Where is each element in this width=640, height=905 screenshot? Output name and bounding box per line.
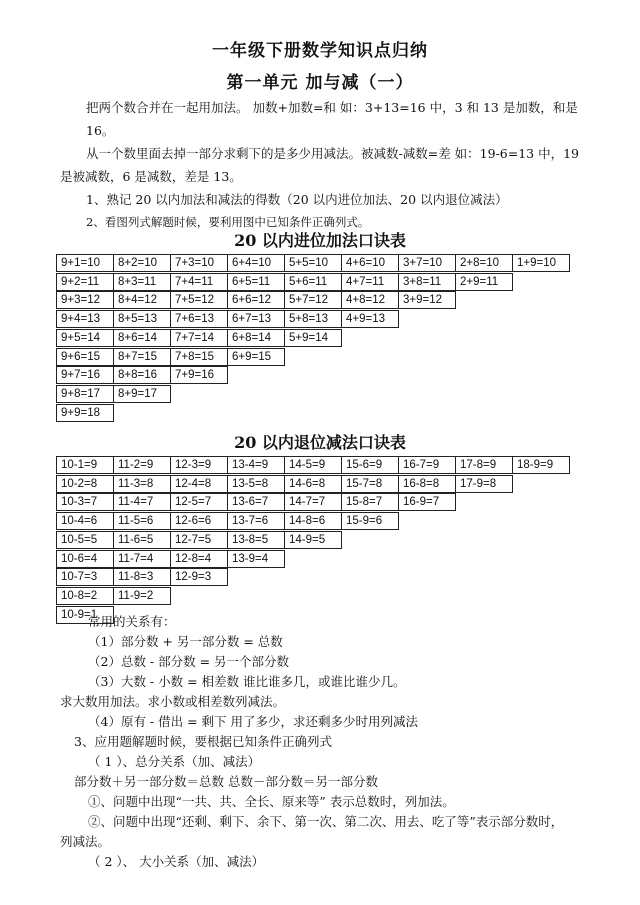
- subtraction-table-cell: 11-2=9: [113, 456, 171, 474]
- addition-table-cell: 9+6=15: [56, 348, 114, 366]
- subtraction-table-cell: 10-3=7: [56, 493, 114, 511]
- addition-table-cell: 2+8=10: [455, 254, 513, 272]
- subtraction-table-cell: 17-9=8: [455, 475, 513, 493]
- addition-table-cell: 4+6=10: [341, 254, 399, 272]
- subtraction-table-cell: 11-3=8: [113, 475, 171, 493]
- addition-table-title: 20 以内进位加法口诀表: [234, 231, 406, 250]
- subtraction-table-cell: 13-4=9: [227, 456, 285, 474]
- note-compare-heading: （ 2 ）、 大小关系（加、减法）: [88, 854, 265, 869]
- addition-table-cell: 9+4=13: [56, 310, 114, 328]
- subtraction-table-cell: 10-2=8: [56, 475, 114, 493]
- subtraction-table-cell: 17-8=9: [455, 456, 513, 474]
- addition-table-cell: 9+1=10: [56, 254, 114, 272]
- addition-table-cell: 6+7=13: [227, 310, 285, 328]
- addition-table-cell: 5+9=14: [284, 329, 342, 347]
- subtraction-table-cell: 10-8=2: [56, 587, 114, 605]
- addition-table-cell: 8+7=15: [113, 348, 171, 366]
- intro-paragraph-1: 把两个数合并在一起用加法。 加数+加数=和 如：3+13=16 中，3 和 13 是加数，和是 16。: [86, 100, 578, 138]
- notes-section: [60, 612, 590, 872]
- subtraction-table-cell: 11-7=4: [113, 550, 171, 568]
- subtraction-table-cell: 10-6=4: [56, 550, 114, 568]
- note-relation-4: （4）原有 - 借出 = 剩下 用了多少，求还剩多少时用列减法: [88, 714, 419, 729]
- addition-table-cell: 1+9=10: [512, 254, 570, 272]
- addition-table-cell: 4+9=13: [341, 310, 399, 328]
- subtraction-table-cell: 12-9=3: [170, 568, 228, 586]
- subtraction-table-cell: 10-7=3: [56, 568, 114, 586]
- addition-table-cell: 5+8=13: [284, 310, 342, 328]
- subtraction-table-cell: 16-7=9: [398, 456, 456, 474]
- addition-table-cell: 2+9=11: [455, 273, 513, 291]
- addition-table-cell: 9+8=17: [56, 385, 114, 403]
- subtraction-table-cell: 11-6=5: [113, 531, 171, 549]
- addition-table-cell: 9+2=11: [56, 273, 114, 291]
- subtraction-table-cell: 12-6=6: [170, 512, 228, 530]
- addition-table-cell: 8+6=14: [113, 329, 171, 347]
- note-relation-3: （3）大数 - 小数 = 相差数 谁比谁多几，或谁比谁少几。: [88, 674, 406, 689]
- note-total-part-formula: 部分数＋另一部分数＝总数 总数－部分数＝另一部分数: [74, 774, 378, 789]
- subtraction-table-cell: 14-7=7: [284, 493, 342, 511]
- addition-table-cell: 6+6=12: [227, 291, 285, 309]
- addition-table-cell: 9+7=16: [56, 366, 114, 384]
- addition-table-cell: 8+5=13: [113, 310, 171, 328]
- addition-table-cell: 8+8=16: [113, 366, 171, 384]
- subtraction-table-cell: 14-9=5: [284, 531, 342, 549]
- subtraction-table-cell: 13-7=6: [227, 512, 285, 530]
- subtraction-table-cell: 14-6=8: [284, 475, 342, 493]
- subtraction-table-cell: 13-8=5: [227, 531, 285, 549]
- addition-table-cell: 6+4=10: [227, 254, 285, 272]
- note-word-problems: 3、应用题解题时候，要根据已知条件正确列式: [74, 734, 332, 749]
- subtraction-table-cell: 13-9=4: [227, 550, 285, 568]
- addition-table-cell: 5+6=11: [284, 273, 342, 291]
- addition-table-cell: 3+8=11: [398, 273, 456, 291]
- subtraction-table-cell: 13-6=7: [227, 493, 285, 511]
- subtraction-table-cell: 16-8=8: [398, 475, 456, 493]
- addition-table-cell: 8+4=12: [113, 291, 171, 309]
- subtraction-table-cell: 11-9=2: [113, 587, 171, 605]
- note-relations-heading: 常用的关系有：: [88, 614, 176, 629]
- subtraction-table-cell: 12-4=8: [170, 475, 228, 493]
- addition-table-cell: 7+9=16: [170, 366, 228, 384]
- subtraction-table-cell: 11-5=6: [113, 512, 171, 530]
- addition-table-cell: 4+8=12: [341, 291, 399, 309]
- subtraction-table-cell: 15-9=6: [341, 512, 399, 530]
- subtraction-table-cell: 15-6=9: [341, 456, 399, 474]
- unit-title: 第一单元 加与减（一）: [226, 73, 414, 93]
- subtraction-table-cell: 18-9=9: [512, 456, 570, 474]
- addition-table-cell: 8+2=10: [113, 254, 171, 272]
- addition-table-cell: 7+5=12: [170, 291, 228, 309]
- addition-table-cell: 7+8=15: [170, 348, 228, 366]
- addition-table-cell: 5+7=12: [284, 291, 342, 309]
- note-total-case: ①、问题中出现“一共、共、全长、原来等” 表示总数时，列加法。: [88, 794, 455, 809]
- note-relation-1: （1）部分数 + 另一部分数 = 总数: [88, 634, 283, 649]
- subtraction-table-cell: 11-8=3: [113, 568, 171, 586]
- intro-section: [60, 96, 585, 234]
- addition-table-cell: 7+6=13: [170, 310, 228, 328]
- subtraction-table-cell: 12-8=4: [170, 550, 228, 568]
- note-part-case: ②、问题中出现“还剩、剩下、余下、第一次、第二次、用去、吃了等”表示部分数时，: [88, 814, 564, 829]
- document-title: 一年级下册数学知识点归纳: [212, 41, 428, 61]
- note-total-part-heading: （ 1 ）、总分关系（加、减法）: [88, 754, 261, 769]
- subtraction-table-cell: 10-1=9: [56, 456, 114, 474]
- intro-paragraph-2a: 从一个数里面去掉一部分求剩下的是多少用减法。被减数-减数=差 如：19-6=13 中，19: [86, 146, 580, 161]
- intro-paragraph-4: 2、看图列式解题时候，要利用图中已知条件正确列式。: [86, 215, 370, 229]
- addition-table-cell: 5+5=10: [284, 254, 342, 272]
- subtraction-table-cell: 16-9=7: [398, 493, 456, 511]
- subtraction-table-cell: 13-5=8: [227, 475, 285, 493]
- addition-table-cell: 6+8=14: [227, 329, 285, 347]
- addition-table-cell: 7+3=10: [170, 254, 228, 272]
- addition-table-cell: 8+9=17: [113, 385, 171, 403]
- subtraction-table-cell: 10-5=5: [56, 531, 114, 549]
- addition-table-cell: 6+5=11: [227, 273, 285, 291]
- note-part-case-cont: 列减法。: [60, 834, 111, 849]
- addition-table-cell: 6+9=15: [227, 348, 285, 366]
- subtraction-table-cell: 12-3=9: [170, 456, 228, 474]
- note-relation-3-detail: 求大数用加法。求小数或相差数列减法。: [60, 694, 286, 709]
- subtraction-table-cell: 14-8=6: [284, 512, 342, 530]
- addition-table-cell: 3+7=10: [398, 254, 456, 272]
- subtraction-table-title: 20 以内退位减法口诀表: [234, 433, 406, 452]
- addition-table-cell: 9+9=18: [56, 404, 114, 422]
- intro-paragraph-3: 1、熟记 20 以内加法和减法的得数（20 以内进位加法、20 以内退位减法）: [86, 192, 508, 207]
- addition-table-cell: 9+3=12: [56, 291, 114, 309]
- subtraction-table-cell: 12-7=5: [170, 531, 228, 549]
- subtraction-table-cell: 10-4=6: [56, 512, 114, 530]
- subtraction-table-cell: 11-4=7: [113, 493, 171, 511]
- subtraction-table-cell: 10-9=1: [56, 606, 114, 624]
- addition-table-cell: 7+7=14: [170, 329, 228, 347]
- subtraction-table-cell: 15-7=8: [341, 475, 399, 493]
- subtraction-table-cell: 15-8=7: [341, 493, 399, 511]
- addition-table-cell: 9+5=14: [56, 329, 114, 347]
- addition-table-cell: 4+7=11: [341, 273, 399, 291]
- addition-table-cell: 8+3=11: [113, 273, 171, 291]
- addition-table-cell: 3+9=12: [398, 291, 456, 309]
- intro-paragraph-2b: 是被减数，6 是减数，差是 13。: [60, 169, 242, 184]
- addition-table-cell: 7+4=11: [170, 273, 228, 291]
- subtraction-table-cell: 14-5=9: [284, 456, 342, 474]
- subtraction-table-cell: 12-5=7: [170, 493, 228, 511]
- note-relation-2: （2）总数 - 部分数 = 另一个部分数: [88, 654, 290, 669]
